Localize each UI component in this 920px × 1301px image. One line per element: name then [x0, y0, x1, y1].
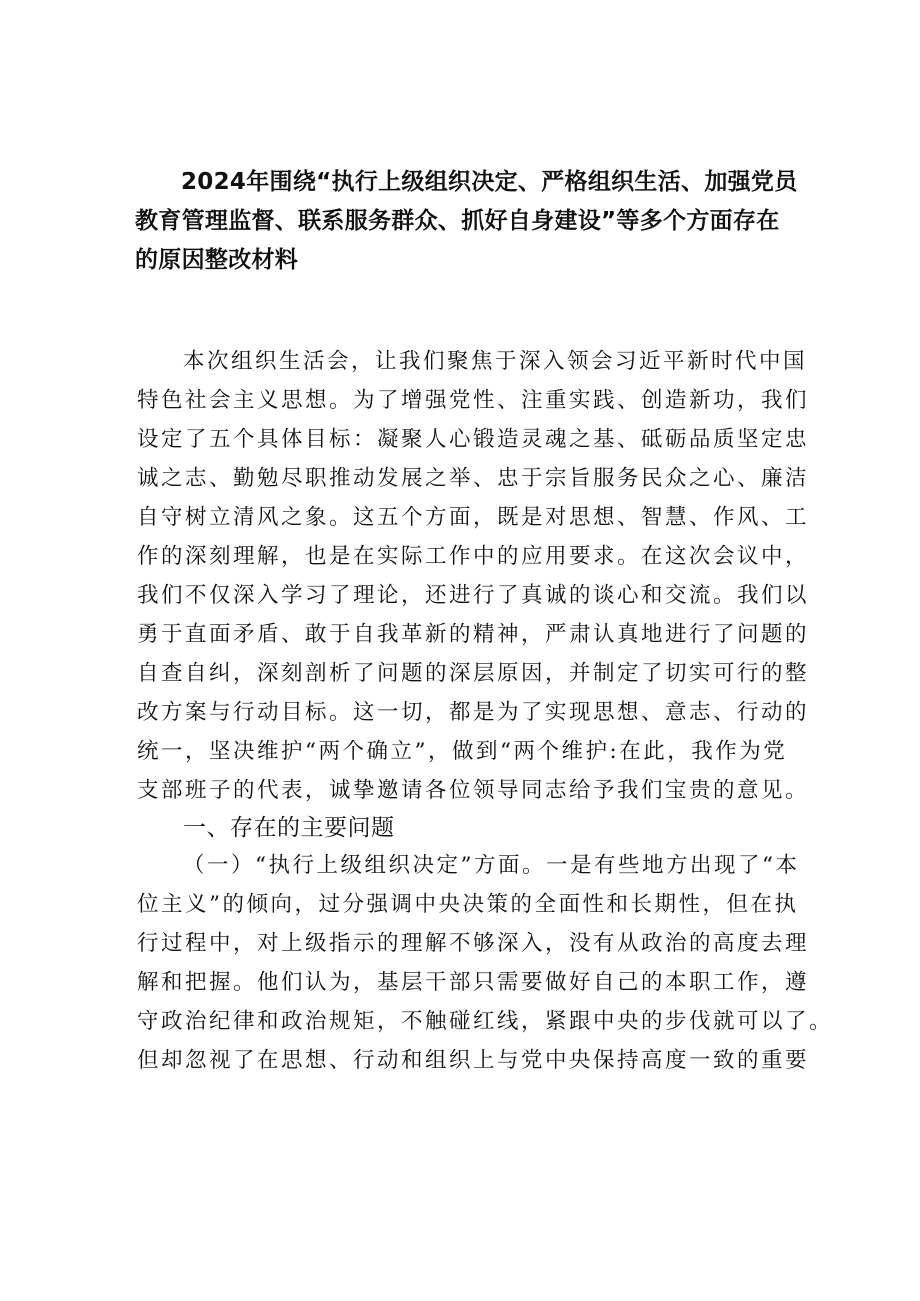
paragraph-line: 支部班子的代表，诚挚邀请各位领导同志给予我们宝贵的意见。	[137, 778, 810, 803]
paragraph-line: 解和把握。他们认为，基层干部只需要做好自己的本职工作，遵	[137, 970, 810, 995]
paragraph-line: 作的深刻理解，也是在实际工作中的应用要求。在这次会议中，	[137, 544, 810, 569]
paragraph-line: 但却忽视了在思想、行动和组织上与党中央保持高度一致的重要	[137, 1048, 810, 1073]
paragraph-line: 自守树立清风之象。这五个方面，既是对思想、智慧、作风、工	[137, 505, 810, 530]
paragraph-line: 改方案与行动目标。这一切，都是为了实现思想、意志、行动的	[137, 700, 810, 725]
paragraph-line: 守政治纪律和政治规矩，不触碰红线，紧跟中央的步伐就可以了。	[137, 1009, 834, 1034]
paragraph-line: 统一，坚决维护“两个确立”，做到“两个维护:在此，我作为党	[137, 739, 788, 764]
document-body	[137, 342, 834, 1080]
section-paragraph	[137, 846, 834, 1080]
intro-paragraph	[137, 342, 810, 810]
section-heading: 一、存在的主要问题	[183, 815, 395, 841]
paragraph-line: 行过程中，对上级指示的理解不够深入，没有从政治的高度去理	[137, 931, 810, 956]
paragraph-line: 自查自纠，深刻剖析了问题的深层原因，并制定了切实可行的整	[137, 661, 810, 686]
paragraph-line: （一）“执行上级组织决定”方面。一是有些地方出现了“本	[183, 853, 800, 878]
paragraph-line: 设定了五个具体目标：凝聚人心锻造灵魂之基、砥砺品质坚定忠	[137, 427, 810, 452]
title-line: 教育管理监督、联系服务群众、抓好自身建设”等多个方面存在	[135, 208, 780, 234]
document-title	[135, 163, 800, 280]
paragraph-line: 我们不仅深入学习了理论，还进行了真诚的谈心和交流。我们以	[137, 583, 810, 608]
paragraph-line: 特色社会主义思想。为了增强党性、注重实践、创造新功，我们	[137, 388, 810, 413]
paragraph-line: 诚之志、勤勉尽职推动发展之举、忠于宗旨服务民众之心、廉洁	[137, 466, 810, 491]
title-line: 2024年围绕“执行上级组织决定、严格组织生活、加强党员	[181, 169, 798, 195]
title-line: 的原因整改材料	[135, 247, 299, 273]
paragraph-line: 勇于直面矛盾、敢于自我革新的精神，严肃认真地进行了问题的	[137, 622, 810, 647]
paragraph-line: 位主义”的倾向，过分强调中央决策的全面性和长期性，但在执	[137, 892, 799, 917]
paragraph-line: 本次组织生活会，让我们聚焦于深入领会习近平新时代中国	[183, 349, 808, 374]
